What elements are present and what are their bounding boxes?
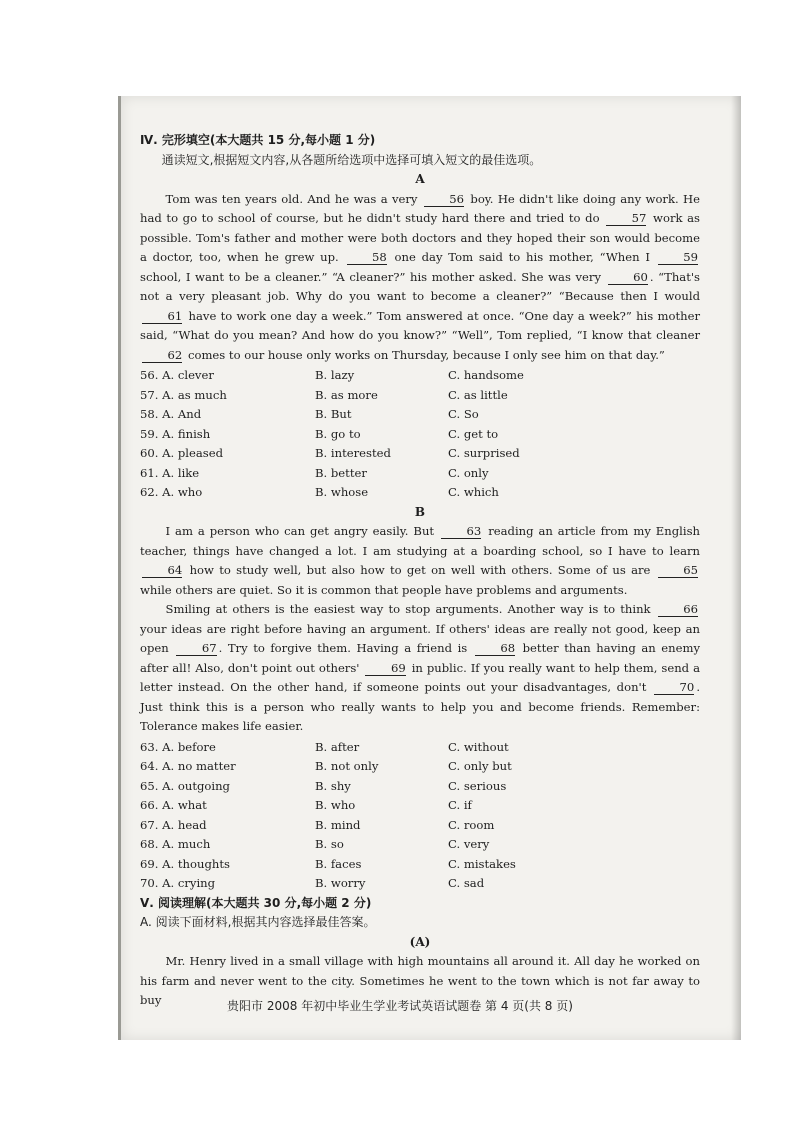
option-choice[interactable]: B. go to — [315, 426, 361, 441]
text-run: your ideas are right before having an argument. If others' ideas are really not good, keep an open — [140, 621, 700, 655]
option-choice[interactable]: 62. A. who — [140, 485, 203, 499]
text-run: school, I want to be a cleaner.” “A cleaner?” his mother asked. She was very — [140, 269, 606, 284]
option-choice[interactable]: 64. A. no matter — [140, 759, 236, 773]
passage-b-title: B — [414, 504, 426, 519]
option-choice[interactable]: C. if — [448, 798, 472, 812]
paragraph — [140, 522, 700, 600]
option-choice[interactable]: B. But — [315, 407, 352, 421]
option-row — [140, 444, 700, 464]
option-row — [140, 855, 700, 875]
option-choice[interactable]: 65. A. outgoing — [140, 778, 230, 793]
option-choice[interactable]: 57. A. as much — [140, 387, 227, 402]
option-choice[interactable]: B. faces — [315, 856, 362, 871]
section-heading-reading: Ⅴ. 阅读理解(本大题共 30 分,每小题 2 分) — [140, 895, 372, 910]
text-run: in public. If you really want to help them, send a letter instead. On the other hand, if someone points out your disadvantages, don't — [140, 660, 700, 694]
option-row — [140, 757, 700, 777]
passage-a-title: A — [415, 172, 425, 186]
option-choice[interactable]: C. only but — [448, 759, 512, 773]
text-run: one day Tom said to his mother, “When I — [388, 250, 656, 264]
text-run: work as possible. Tom's father and mother were both doctors and they hoped their son would become a doctor, too, when he grew up. — [140, 211, 700, 264]
option-choice[interactable]: B. whose — [315, 485, 369, 499]
option-choice[interactable]: 67. A. head — [140, 817, 207, 832]
reading-passage-a-title: (A) — [409, 934, 431, 949]
option-row — [140, 777, 700, 797]
option-choice[interactable]: 66. A. what — [140, 798, 207, 812]
text-run: Smiling at others is the easiest way to stop arguments. Another way is to think — [165, 602, 656, 616]
exam-content — [140, 131, 700, 1011]
option-choice[interactable]: 61. A. like — [140, 465, 200, 480]
text-run: boy. He didn't like doing any work. He had to go to school of course, but he didn't study hard there and tried to do — [140, 191, 700, 225]
reading-paragraph: Mr. Henry lived in a small village with high mountains all around it. All day he worked on his farm and never went to the city. Sometimes he went to the town which is not far away to buy — [140, 954, 700, 1007]
option-choice[interactable]: C. surprised — [448, 446, 520, 460]
option-choice[interactable]: 60. A. pleased — [140, 446, 224, 460]
text-run: . “That's not a very pleasant job. Why do you want to become a cleaner?” “Because then I would — [140, 269, 700, 303]
option-choice[interactable]: C. without — [448, 739, 509, 754]
option-choice[interactable]: C. handsome — [448, 368, 524, 382]
option-choice[interactable]: B. worry — [315, 876, 366, 890]
option-choice[interactable]: C. only — [448, 465, 489, 480]
paragraph — [140, 190, 700, 366]
option-choice[interactable]: B. lazy — [315, 368, 355, 382]
blank-69[interactable]: 69 — [365, 662, 405, 676]
option-choice[interactable]: C. which — [448, 485, 499, 499]
option-choice[interactable]: B. who — [315, 798, 356, 812]
option-row — [140, 874, 700, 894]
text-run: have to work one day a week.” Tom answered at once. “One day a week?” his mother said, “What do you mean? And how do you know?” “Well”, Tom replied, “I know that cleaner — [140, 308, 700, 342]
option-choice[interactable]: 56. A. clever — [140, 368, 214, 382]
option-row — [140, 738, 700, 758]
option-choice[interactable]: 58. A. And — [140, 407, 202, 421]
option-choice[interactable]: B. as more — [315, 387, 378, 402]
option-row — [140, 386, 700, 406]
blank-60[interactable]: 60 — [608, 271, 648, 285]
option-choice[interactable]: 70. A. crying — [140, 876, 216, 890]
option-choice[interactable]: 69. A. thoughts — [140, 856, 230, 871]
option-choice[interactable]: B. better — [315, 465, 367, 480]
text-run: while others are quiet. So it is common that people have problems and arguments. — [140, 582, 628, 597]
option-choice[interactable]: C. get to — [448, 426, 499, 441]
page-footer: 贵阳市 2008 年初中毕业生学业考试英语试题卷 第 4 页(共 8 页) — [227, 999, 573, 1013]
text-run: . Just think this is a person who really wants to help you and become friends. Remember: Tolerance makes life easier. — [140, 680, 700, 733]
option-choice[interactable]: C. So — [448, 407, 479, 421]
option-choice[interactable]: C. room — [448, 817, 495, 832]
blank-59[interactable]: 59 — [658, 251, 698, 265]
passage-b — [140, 522, 700, 737]
option-choice[interactable]: C. as little — [448, 387, 508, 402]
option-row — [140, 425, 700, 445]
blank-57[interactable]: 57 — [606, 212, 646, 226]
option-choice[interactable]: 63. A. before — [140, 739, 216, 754]
blank-63[interactable]: 63 — [441, 525, 481, 539]
blank-65[interactable]: 65 — [658, 564, 698, 578]
passage-a-options — [140, 366, 700, 503]
text-run: comes to our house only works on Thursday, because I only see him on that day.” — [184, 347, 665, 362]
option-choice[interactable]: C. serious — [448, 778, 507, 793]
blank-64[interactable]: 64 — [142, 564, 182, 578]
option-row — [140, 405, 700, 425]
option-choice[interactable]: 68. A. much — [140, 837, 211, 851]
passage-b-options — [140, 738, 700, 894]
text-run: reading an article from my English teacher, things have changed a lot. I am studying at a boarding school, so I have to learn — [140, 524, 700, 558]
blank-70[interactable]: 70 — [654, 681, 694, 695]
option-choice[interactable]: B. interested — [315, 446, 391, 460]
option-choice[interactable]: B. after — [315, 739, 360, 754]
option-choice[interactable]: 59. A. finish — [140, 426, 211, 441]
reading-instruction: A. 阅读下面材料,根据其内容选择最佳答案。 — [140, 915, 376, 929]
passage-a — [140, 190, 700, 366]
section-heading-cloze: Ⅳ. 完形填空(本大题共 15 分,每小题 1 分) — [140, 133, 376, 147]
blank-67[interactable]: 67 — [176, 642, 216, 656]
blank-56[interactable]: 56 — [424, 193, 464, 207]
option-row — [140, 816, 700, 836]
text-run: . Try to forgive them. Having a friend is — [218, 641, 473, 655]
cloze-instruction: 通读短文,根据短文内容,从各题所给选项中选择可填入短文的最佳选项。 — [161, 152, 542, 167]
option-choice[interactable]: C. mistakes — [448, 856, 516, 871]
option-row — [140, 483, 700, 503]
text-run: I am a person who can get angry easily. But — [165, 524, 439, 538]
option-choice[interactable]: C. sad — [448, 876, 485, 890]
option-choice[interactable]: B. so — [315, 837, 344, 851]
option-choice[interactable]: C. very — [448, 837, 490, 851]
option-row — [140, 835, 700, 855]
option-row — [140, 796, 700, 816]
text-run: better than having an enemy after all! Also, don't point out others' — [140, 641, 701, 675]
text-run: Tom was ten years old. And he was a very — [165, 191, 422, 206]
option-row — [140, 366, 700, 386]
paragraph — [140, 600, 700, 737]
option-row — [140, 464, 700, 484]
blank-61[interactable]: 61 — [142, 310, 182, 324]
blank-58[interactable]: 58 — [347, 251, 387, 265]
option-choice[interactable]: B. shy — [315, 778, 351, 793]
text-run: how to study well, but also how to get on well with others. Some of us are — [184, 563, 656, 577]
blank-68[interactable]: 68 — [475, 642, 515, 656]
option-choice[interactable]: B. not only — [315, 759, 379, 773]
option-choice[interactable]: B. mind — [315, 817, 361, 832]
blank-62[interactable]: 62 — [142, 349, 182, 363]
blank-66[interactable]: 66 — [658, 603, 698, 617]
